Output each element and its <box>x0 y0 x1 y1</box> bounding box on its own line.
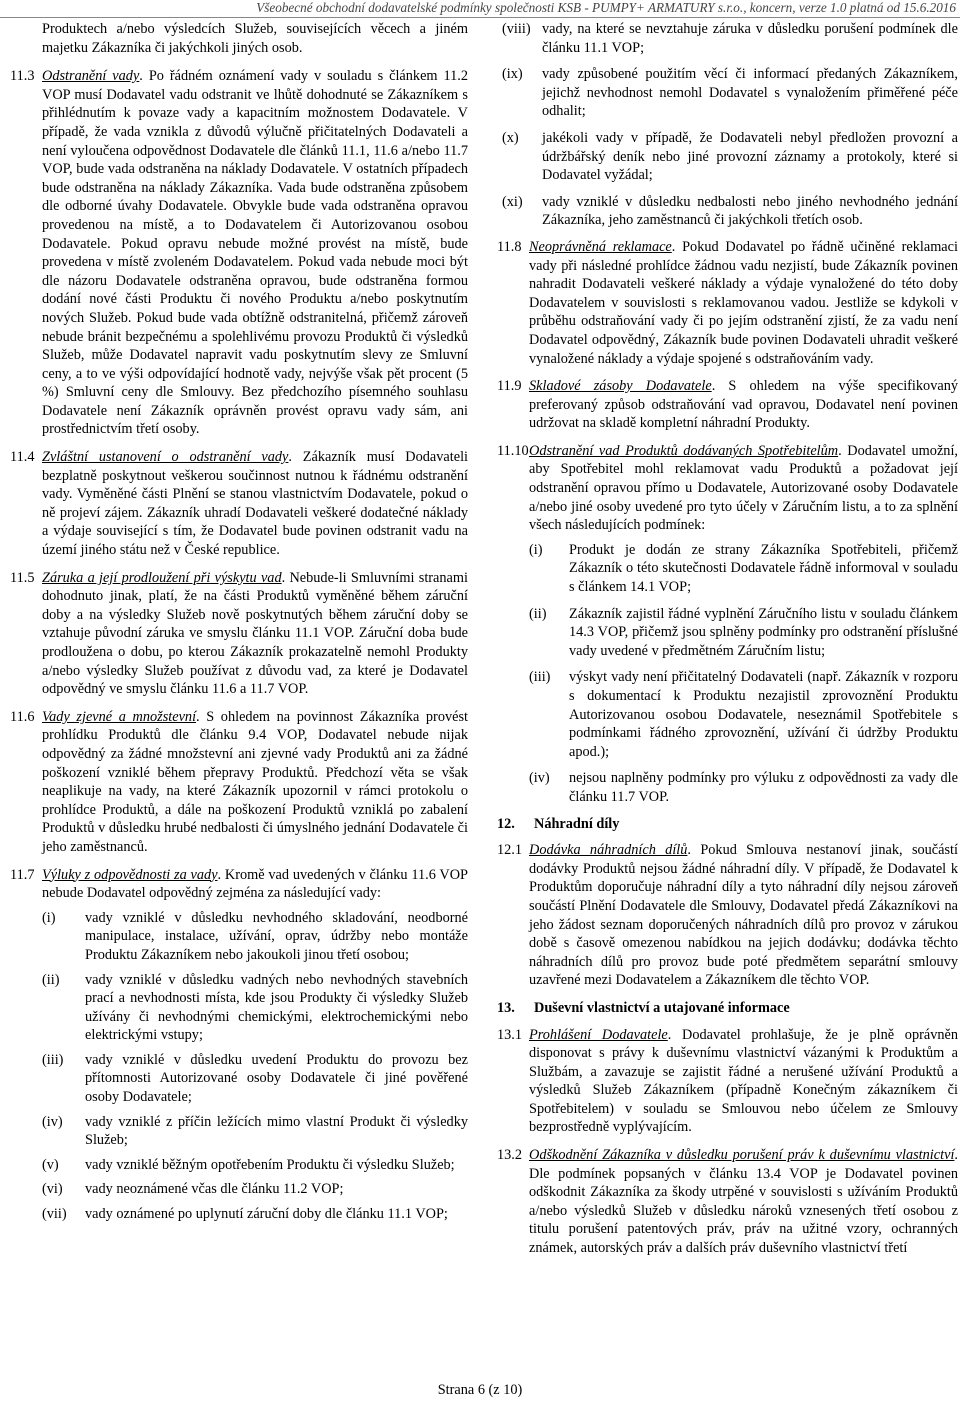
section-title: Skladové zásoby Dodavatele <box>529 378 712 395</box>
section-11-10 <box>497 442 958 535</box>
section-number: 13.1 <box>497 1026 523 1043</box>
heading-12 <box>497 815 958 834</box>
list-item-number: (x) <box>502 129 519 146</box>
section-11-9 <box>497 377 958 433</box>
section-number: 12.1 <box>497 842 523 859</box>
list-item-number: (iii) <box>42 1051 64 1068</box>
list-item <box>502 65 958 121</box>
section-title: Odstranění vad Produktů dodávaných Spotřebitelům <box>529 442 839 459</box>
list-item <box>502 20 958 57</box>
section-text: . Po řádném oznámení vady v souladu s článkem 11.2 VOP musí Dodavatel vadu odstranit ve lhůtě dohodnuté se Zákazníkem s přihlédnutím k povaze vady a kapacitním možnostem Dodavatele. V případě, že vada vznikla z důvodů výlučně přičitatelných Dodavateli a není vyloučena odpovědnost Dodavatele dle článků 11.1, 11.6 a/nebo 11.7 VOP, bude vada odstraněna na náklady Dodavatele. V ostatních případech bude odstraněna na náklady Zákazníka. Vada bude odstraněna způsobem dle odborné úvahy Dodavatele. Obvykle bude vada odstraněna opravou provedenou na místě, a to Dodavatelem či Autorizovanou osobou Dodavatele. Pokud opravu nebude možné provést na místě, bude provedena v místě zvoleném Dodavatelem. Pokud vada nebude moci být dle názoru Dodavatele odstraněna opravou, bude odstraněna formou dodání nové části Produktu či nového Produktu a/nebo poskytnutím nových Služeb. Pokud bude vada obtížně odstranitelná, přičemž zároveň nebude bránit bezpečnému a spolehlivému provozu Produktů či výsledků Služeb, může Dodavatel napravit vadu poskytnutím slevy ze Smluvní ceny, a to ve výši odpovídající hodnotě vady, nejvýše však pět procent (5 %) Smluvní ceny dle Smlouvy. Bez předchozího písemného souhlasu Dodavatele není Zákazník oprávněn provést opravu vady sám, ani prostřednictvím třetí osoby. <box>42 68 468 438</box>
list-item-number: (iii) <box>529 669 551 686</box>
section-number: 11.3 <box>10 68 35 85</box>
section-12-1 <box>497 841 958 990</box>
list-item-number: (v) <box>42 1156 59 1173</box>
section-11-7 <box>10 866 468 903</box>
heading-number: 12. <box>497 815 515 832</box>
section-11-5 <box>10 569 468 699</box>
list-item-text: vady vzniklé v důsledku uvedení Produktu do provozu bez přítomnosti Autorizované osoby Dodavatele či jiné pověřené osoby Dodavatele; <box>85 1051 468 1106</box>
section-title: Neoprávněná reklamace <box>529 238 672 255</box>
list-item <box>42 971 468 1045</box>
list-item-text: vady neoznámené včas dle článku 11.2 VOP; <box>85 1181 344 1198</box>
left-column <box>10 20 468 1224</box>
section-number: 11.10 <box>497 442 529 459</box>
section-number: 11.4 <box>10 449 35 466</box>
list-item-number: (i) <box>42 909 56 926</box>
list-item <box>42 1113 468 1150</box>
list-item-number: (vii) <box>42 1206 67 1223</box>
list-item <box>502 193 958 230</box>
section-body <box>42 67 468 439</box>
section-body <box>529 1026 958 1138</box>
list-item-number: (i) <box>529 541 543 558</box>
conditions-list <box>529 541 958 807</box>
intro-paragraph: Produktech a/nebo výsledcích Služeb, souvisejících věcech a jiném majetku Zákazníka či jakýchkoli jiných osob. <box>42 21 468 56</box>
section-title: Odstranění vady <box>42 68 140 85</box>
section-text: . Dle podmínek popsaných v článku 13.4 VOP je Dodavatel povinen odškodnit Zákazníka za škody utrpěné v souvislosti s užíváním Produktů a/nebo výsledků Služeb v důsledku nároků vznesených třetí osobou z titulu porušení patentových práv, práv na užitné vzory, ochranných známek, autorských práv a dalších práv duševního vlastnictví třetí <box>529 1147 958 1257</box>
section-body <box>42 708 468 857</box>
heading-title: Náhradní díly <box>534 815 620 832</box>
list-item-text: vady způsobené použitím věcí či informací předaných Zákazníkem, jejichž nevhodnost nemohl Dodavatel s vynaložením přiměřené péče odhalit; <box>542 66 958 120</box>
right-column <box>497 20 958 1267</box>
list-item-number: (ii) <box>529 605 547 622</box>
section-title: Záruka a její prodloužení při výskytu vad <box>42 569 282 586</box>
section-number: 11.5 <box>10 569 35 586</box>
list-item-text: vady vzniklé v důsledku nevhodného skladování, neodborné manipulace, instalace, užívání, oprav, údržby nebo montáže Produktu Zákazníkem nebo jakoukoli jinou třetí osobou; <box>85 909 468 963</box>
list-item <box>42 1205 468 1224</box>
list-item-number: (xi) <box>502 193 523 210</box>
section-text: . Nebude-li Smluvními stranami dohodnuto jinak, platí, že na části Produktů vyměněné během záruční doby a na výsledky Služeb nově poskytnutých během záruční doby se vztahuje původní záruka ve smyslu článku 11.1 VOP. Záruční doba bude prodloužena o dobu, po kterou Zákazník prokazatelně nemohl Produkty a/nebo výsledky Služeb používat z důvodu vad, za které je Dodavatel odpovědný ve smyslu článku 11.6 a 11.7 VOP. <box>42 569 468 698</box>
section-body <box>529 377 958 433</box>
section-text: . S ohledem na výše specifikovaný preferovaný způsob odstraňování vad opravou, Dodavatel není povinen udržovat na skladě kompletní náhradní Produkty. <box>529 378 958 432</box>
section-13-1 <box>497 1026 958 1138</box>
section-title: Vady zjevné a množstevní <box>42 708 197 725</box>
list-item <box>529 605 958 661</box>
list-item-text: jakékoli vady v případě, že Dodavateli nebyl předložen provozní a údržbářský deník nebo jiné provozní záznamy a protokoly, které si Dodavatel vyžádal; <box>542 129 958 184</box>
exclusions-list <box>42 909 468 1224</box>
list-item-text: nejsou naplněny podmínky pro výluku z odpovědnosti za vady dle článku 11.7 VOP. <box>569 770 958 805</box>
section-body <box>42 866 468 903</box>
section-13-2 <box>497 1146 958 1258</box>
section-title: Odškodnění Zákazníka v důsledku porušení práv k duševnímu vlastnictví <box>529 1147 955 1164</box>
page-number: Strana 6 (z 10) <box>437 1382 523 1398</box>
section-body <box>529 238 958 368</box>
list-item-text: vady vzniklé z příčin ležících mimo vlastní Produkt či výsledky Služeb; <box>85 1113 468 1149</box>
list-item <box>42 1156 468 1175</box>
list-item-number: (viii) <box>502 21 531 37</box>
list-item-text: vady vzniklé v důsledku vadných nebo nevhodných stavebních prací a nevhodnosti místa, kde jsou Produkty či výsledky Služeb užívány či nevhodnými chemickými, elektrochemickými nebo elektrickými vstupy; <box>85 971 468 1044</box>
list-item <box>529 541 958 597</box>
section-title: Dodávka náhradních dílů <box>529 842 688 859</box>
list-item-number: (vi) <box>42 1181 63 1198</box>
list-item-text: výskyt vady není přičitatelný Dodavateli (např. Zákazník v rozporu s dokumentací k Produktu nezajistil zprovoznění Produktu Autorizovanou osobou Dodavatele, neseznámil Spotřebitele s podmínkami řádného zprovoznění, užívání či údržby Produktu apod.); <box>569 669 958 760</box>
section-11-8 <box>497 238 958 368</box>
section-body <box>42 448 468 560</box>
list-item-text: vady, na které se nevztahuje záruka v důsledku porušení podmínek dle článku 11.1 VOP; <box>542 21 958 56</box>
section-body <box>529 841 958 990</box>
heading-number: 13. <box>497 999 515 1016</box>
list-item <box>529 769 958 806</box>
section-text: . Pokud Smlouva nestanoví jinak, součástí dodávky Produktů nejsou žádné náhradní díly. V případě, že Dodavatel k Produktům doporučuje náhradní díly a tyto náhradní díly nejsou zároveň součástí Plnění Dodavatele dle Smlouvy, Dodavatel předá Zákazníkovi na jeho žádost seznam doporučených náhradních dílů pro provoz v zárukou době s časově omezenou nabídkou na jejich dodávku; dodávka těchto náhradních dílů pro provoz bude poté předmětem separátní smlouvy uzavřené mezi Dodavatelem a Zákazníkem dle těchto VOP. <box>529 842 959 989</box>
section-number: 11.7 <box>10 866 35 883</box>
section-11-4 <box>10 448 468 560</box>
section-text: . S ohledem na povinnost Zákazníka provést prohlídku Produktů dle článku 9.4 VOP, Dodavatel nebude nijak odpovědný za žádné množstevní ani zjevné vady Produktů ani za žádné poškození vzniklé během přepravy Produktů. Předchozí věta se však neaplikuje na vady, na které Zákazník upozornil v rámci protokolu o prohlídce Produktů, a dále na poškození Produktů vzniklá po zabalení Produktů v důsledku hrubé nedbalosti či úmyslného jednání Dodavatele či jeho zaměstnanců. <box>42 708 469 855</box>
list-item-text: vady oznámené po uplynutí záruční doby dle článku 11.1 VOP; <box>85 1206 448 1223</box>
list-item <box>529 668 958 761</box>
section-title: Výluky z odpovědnosti za vady <box>42 866 218 883</box>
list-item-text: Zákazník zajistil řádné vyplnění Záručního listu v souladu článkem 14.3 VOP, přičemž jsou splněny podmínky pro odstranění příslušné vady uvedené v předmětném Záručním listu; <box>569 605 958 659</box>
section-title: Prohlášení Dodavatele <box>529 1026 668 1043</box>
section-11-6 <box>10 708 468 857</box>
section-11-3 <box>10 67 468 439</box>
list-item <box>42 1051 468 1107</box>
list-item <box>502 129 958 185</box>
list-item-text: vady vzniklé běžným opotřebením Produktu či výsledku Služeb; <box>85 1156 455 1173</box>
section-number: 11.6 <box>10 708 35 725</box>
section-text: . Dodavatel umožní, aby Spotřebitel mohl reklamovat vadu Produktů a požadovat její odstranění opravou přímo u Dodavatele, Autorizované osoby Dodavatele a/nebo jiné osoby uvedené pro tyto účely v Záručním listu, a to za splnění všech následujících podmínek: <box>529 442 958 534</box>
list-item <box>42 909 468 965</box>
section-text: . Kromě vad uvedených v článku 11.6 VOP nebude Dodavatel odpovědný zejména za následující vady: <box>42 866 468 902</box>
list-item-number: (ix) <box>502 66 523 83</box>
section-number: 11.8 <box>497 238 522 255</box>
list-item-number: (iv) <box>42 1113 63 1130</box>
section-text: . Zákazník musí Dodavateli bezplatně poskytnout veškerou součinnost nutnou k řádnému odstranění vady. Vyměněné části Plnění se stanou vlastnictvím Dodavatele, pokud o ně projeví zájem. Zákazník uhradí Dodavateli veškeré dodatečné náklady a výdaje související s tím, že Dodavatel bude povinen odstranit vadu na území jiného státu než v České republice. <box>42 449 469 559</box>
section-number: 13.2 <box>497 1147 523 1164</box>
section-text: . Pokud Dodavatel po řádně učiněné reklamaci vady při následné prohlídce žádnou vadu nezjistí, bude Zákazník povinen nahradit Dodavateli veškeré náklady a výdaje vynaložené do této doby Dodavatelem v souvislosti s reklamovanou vadou. Jestliže se kdykoli v průběhu odstraňování vady či po jejím odstranění zjistí, že za vadu není Dodavatel odpovědný, Zákazník bude povinen Dodavateli uhradit veškeré vynaložené náklady a výdaje spojené s odstraňováním vady. <box>529 238 958 367</box>
heading-title: Duševní vlastnictví a utajované informace <box>534 999 790 1016</box>
section-body <box>529 442 958 535</box>
section-body <box>42 569 468 699</box>
section-title: Zvláštní ustanovení o odstranění vady <box>42 449 289 466</box>
header-rule <box>0 17 960 18</box>
section-body <box>529 1146 958 1258</box>
list-item <box>42 1180 468 1199</box>
page-header <box>0 0 960 17</box>
list-item-text: vady vzniklé v důsledku nedbalosti nebo jiného nevhodného jednání Zákazníka, jeho zaměstnanců či jakýchkoli třetích osob. <box>542 193 958 229</box>
list-item-number: (iv) <box>529 770 550 787</box>
header-text: Všeobecné obchodní dodavatelské podmínky společnosti KSB - PUMPY+ ARMATURY s.r.o., koncern, verze 1.0 platná od 15.6.2016 <box>256 0 956 15</box>
list-item-text: Produkt je dodán ze strany Zákazníka Spotřebiteli, přičemž Zákazník o této skutečnosti Dodavatele řádně informoval v souladu s článkem 14.1 VOP; <box>569 541 958 596</box>
section-text: . Dodavatel prohlašuje, že je plně oprávněn disponovat s právy k duševnímu vlastnictví vázanými k Produktům a Službám, a zavazuje se zajistit řádné a nerušené užívání Produktů a výsledků Služeb Zákazníkem (případně Konečným zákazníkem či Spotřebitelem) v souladu se Smlouvou nebo účelem ze Smlouvy bezprostředně vyplývajícím. <box>529 1026 958 1136</box>
heading-13 <box>497 999 958 1018</box>
section-number: 11.9 <box>497 378 522 395</box>
list-item-number: (ii) <box>42 971 60 988</box>
